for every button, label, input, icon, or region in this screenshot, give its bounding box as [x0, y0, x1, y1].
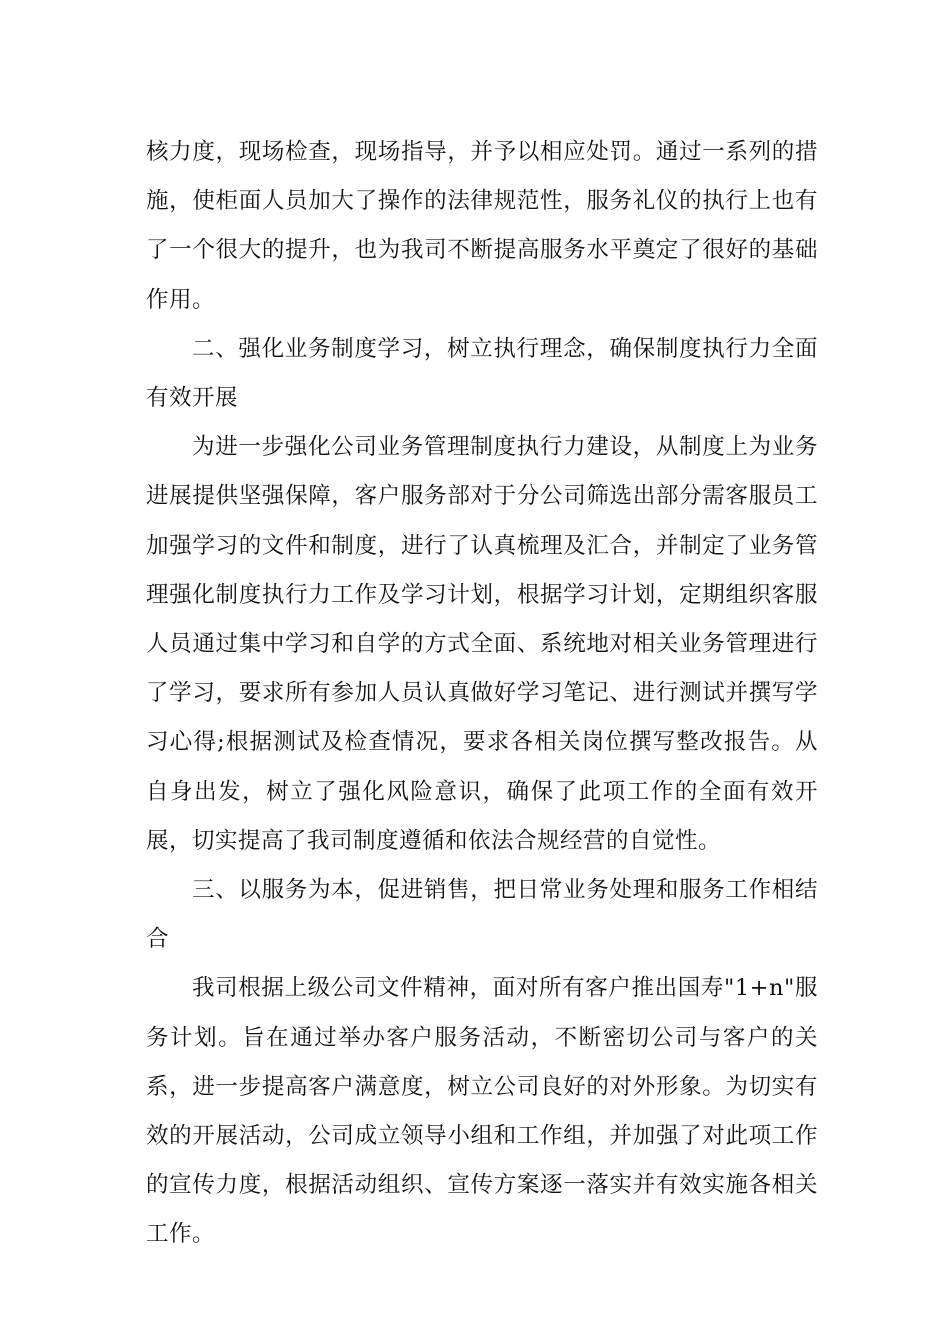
- paragraph-continuation: 核力度，现场检查，现场指导，并予以相应处罚。通过一系列的措施，使柜面人员加大了操作的法律规范性，服务礼仪的执行上也有了一个很大的提升，也为我司不断提高服务水平奠定了很好的基础作用。: [146, 139, 818, 313]
- section-heading-2: 二、强化业务制度学习，树立执行理念，确保制度执行力全面有效开展: [146, 335, 818, 412]
- document-body: [146, 128, 818, 1260]
- paragraph-section-3-body: 我司根据上级公司文件精神，面对所有客户推出国寿"1+n"服务计划。旨在通过举办客户服务活动，不断密切公司与客户的关系，进一步提高客户满意度，树立公司良好的对外形象。为切实有效的开展活动，公司成立领导小组和工作组，并加强了对此项工作的宣传力度，根据活动组织、宣传方案逐一落实并有效实施各相关工作。: [146, 975, 818, 1248]
- paragraph-section-2-body: 为进一步强化公司业务管理制度执行力建设，从制度上为业务进展提供坚强保障，客户服务部对于分公司筛选出部分需客服员工加强学习的文件和制度，进行了认真梳理及汇合，并制定了业务管理强化制度执行力工作及学习计划，根据学习计划，定期组织客服人员通过集中学习和自学的方式全面、系统地对相关业务管理进行了学习，要求所有参加人员认真做好学习笔记、进行测试并撰写学习心得;根据测试及检查情况，要求各相关岗位撰写整改报告。从自身出发，树立了强化风险意识，确保了此项工作的全面有效开展，切实提高了我司制度遵循和依法合规经营的自觉性。: [146, 434, 818, 854]
- section-heading-3: 三、以服务为本，促进销售，把日常业务处理和服务工作相结合: [146, 877, 818, 953]
